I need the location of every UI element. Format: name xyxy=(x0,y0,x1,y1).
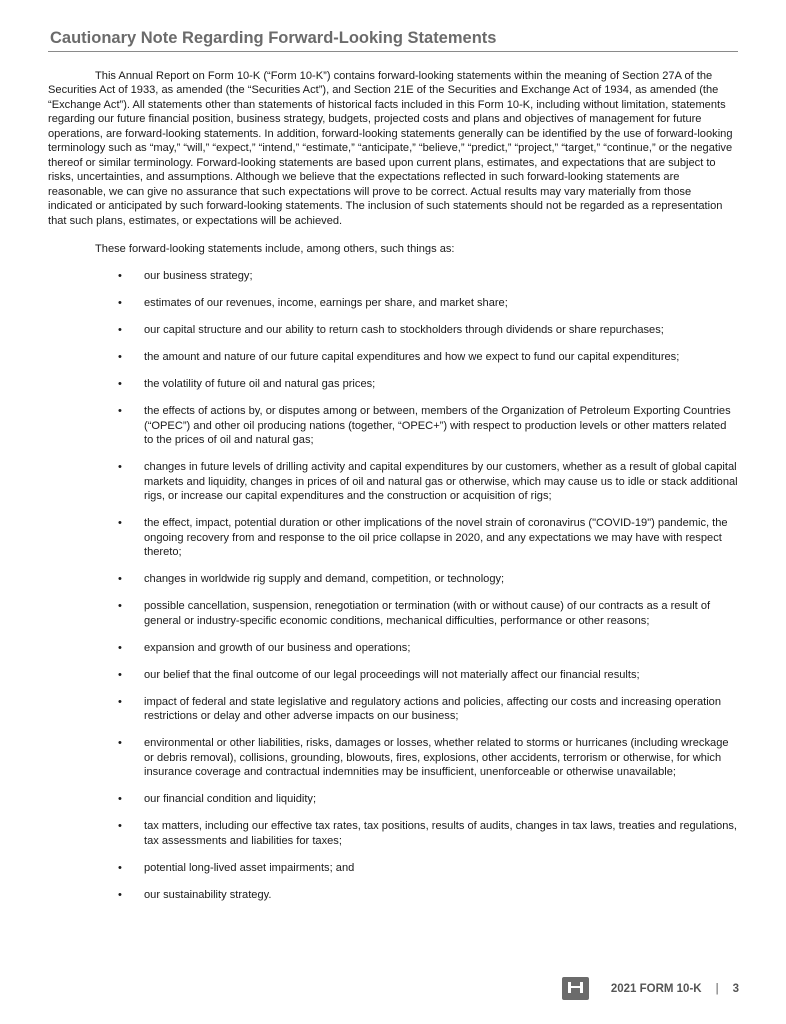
bullet-icon: • xyxy=(118,793,122,806)
bullet-icon: • xyxy=(118,641,122,654)
list-item-text: environmental or other liabilities, risks, damages or losses, whether related to storms or hurricanes (including wreckage or debris removal), collisions, grounding, blowouts, fires, explosions, other accidents, terrorism or otherwise, for which insurance coverage and contractual indemnities may be insufficient, unenforceable or otherwise unavailable; xyxy=(144,737,729,779)
bullet-icon: • xyxy=(118,378,122,391)
list-item-text: our financial condition and liquidity; xyxy=(144,793,317,806)
list-item xyxy=(48,296,738,310)
list-item xyxy=(48,861,738,875)
section-heading: Cautionary Note Regarding Forward-Looking Statements xyxy=(48,28,738,52)
list-item-text: changes in worldwide rig supply and demand, competition, or technology; xyxy=(144,573,505,586)
list-item xyxy=(48,668,738,682)
list-item-text: our business strategy; xyxy=(144,270,253,283)
intro-paragraph: This Annual Report on Form 10-K (“Form 10-K”) contains forward-looking statements within the meaning of Section 27A of the Securities Act of 1933, as amended (the “Securities Act”), and Section 21E of the Securities and Exchange Act of 1934, as amended (the “Exchange Act”). All statements other than statements of historical facts included in this Form 10-K, including without limitation, statements regarding our future financial position, business strategy, budgets, projected costs and plans and objectives of management for future operations, are forward-looking statements. In addition, forward-looking statements generally can be identified by the use of forward-looking terminology such as “may,” “will,” “expect,” “intend,” “estimate,” “anticipate,” “believe,” “predict,” “project,” “target,” “continue,” or the negative thereof or similar terminology. Forward-looking statements are based upon current plans, estimates, and expectations that are subject to risks, uncertainties, and assumptions. Although we believe that the expectations reflected in such forward-looking statements are reasonable, we can give no assurance that such expectations will prove to be correct. Actual results may vary materially from those indicated or anticipated by such forward-looking statements. The inclusion of such statements should not be regarded as a representation that such plans, estimates, or expectations will be achieved. xyxy=(48,70,733,227)
list-item xyxy=(48,350,738,364)
footer-form-label: 2021 FORM 10-K xyxy=(610,982,702,995)
list-item-text: potential long-lived asset impairments; and xyxy=(144,861,355,874)
list-item xyxy=(48,516,738,559)
list-item xyxy=(48,736,738,779)
bullet-icon: • xyxy=(118,573,122,586)
page-footer xyxy=(562,977,739,1000)
list-item xyxy=(48,819,738,848)
list-item-text: impact of federal and state legislative and regulatory actions and policies, affecting our costs and increasing operation restrictions or delay and other adverse impacts on our business; xyxy=(144,695,722,723)
bullet-icon: • xyxy=(118,461,122,474)
bullet-icon: • xyxy=(118,820,122,833)
company-logo-icon xyxy=(562,977,589,1000)
bullet-icon: • xyxy=(118,324,122,337)
bullet-icon: • xyxy=(118,737,122,750)
bullet-icon: • xyxy=(118,351,122,364)
list-item-text: estimates of our revenues, income, earnings per share, and market share; xyxy=(144,297,508,310)
footer-separator: | xyxy=(715,982,719,995)
list-item-text: possible cancellation, suspension, renegotiation or termination (with or without cause) of our contracts as a result of general or industry-specific economic conditions, mechanical difficulties, performance or other reasons; xyxy=(144,600,711,627)
page-number: 3 xyxy=(732,982,739,995)
list-item xyxy=(48,641,738,655)
bullet-icon: • xyxy=(118,270,122,283)
bullet-icon: • xyxy=(118,861,122,874)
list-item-text: our belief that the final outcome of our legal proceedings will not materially affect our financial results; xyxy=(144,668,640,681)
list-item xyxy=(48,599,738,628)
list-item-text: our capital structure and our ability to return cash to stockholders through dividends or share repurchases; xyxy=(144,324,664,337)
list-item-text: the effects of actions by, or disputes among or between, members of the Organization of Petroleum Exporting Countries (“OPEC”) and other oil producing nations (together, “OPEC+”) with respect to production levels or other matters related to the prices of oil and natural gas; xyxy=(144,405,731,447)
list-item xyxy=(48,572,738,586)
list-item xyxy=(48,269,738,283)
list-item-text: expansion and growth of our business and operations; xyxy=(144,641,411,654)
list-item xyxy=(48,323,738,337)
bullet-icon: • xyxy=(118,888,122,901)
bullet-icon: • xyxy=(118,405,122,418)
bullet-icon: • xyxy=(118,668,122,681)
forward-looking-list xyxy=(48,269,738,902)
bullet-icon: • xyxy=(118,695,122,708)
list-item-text: changes in future levels of drilling activity and capital expenditures by our customers, whether as a result of global capital markets and liquidity, changes in prices of oil and natural gas or otherwise, which may cause us to idle or stack additional rigs, or increase our capital expenditures and the construction or acquisition of rigs; xyxy=(144,461,738,503)
list-item xyxy=(48,888,738,902)
list-item xyxy=(48,695,738,724)
list-item-text: the effect, impact, potential duration or other implications of the novel strain of coronavirus ("COVID-19") pandemic, the ongoing recovery from and response to the oil price collapse in 2020, and any expectations we may have with respect thereto; xyxy=(144,517,728,559)
list-item-text: the amount and nature of our future capital expenditures and how we expect to fund our capital expenditures; xyxy=(144,351,680,364)
list-item-text: tax matters, including our effective tax rates, tax positions, results of audits, changes in tax laws, treaties and regulations, tax assessments and liabilities for taxes; xyxy=(144,820,738,847)
list-item-text: the volatility of future oil and natural gas prices; xyxy=(144,378,376,391)
list-item xyxy=(48,377,738,391)
list-item xyxy=(48,792,738,806)
list-item-text: our sustainability strategy. xyxy=(144,888,272,901)
list-item xyxy=(48,460,738,503)
list-item xyxy=(48,404,738,447)
bullet-icon: • xyxy=(118,297,122,310)
bullet-icon: • xyxy=(118,600,122,613)
list-intro-paragraph: These forward-looking statements include, among others, such things as: xyxy=(95,242,455,255)
bullet-icon: • xyxy=(118,517,122,530)
document-page xyxy=(48,28,738,902)
